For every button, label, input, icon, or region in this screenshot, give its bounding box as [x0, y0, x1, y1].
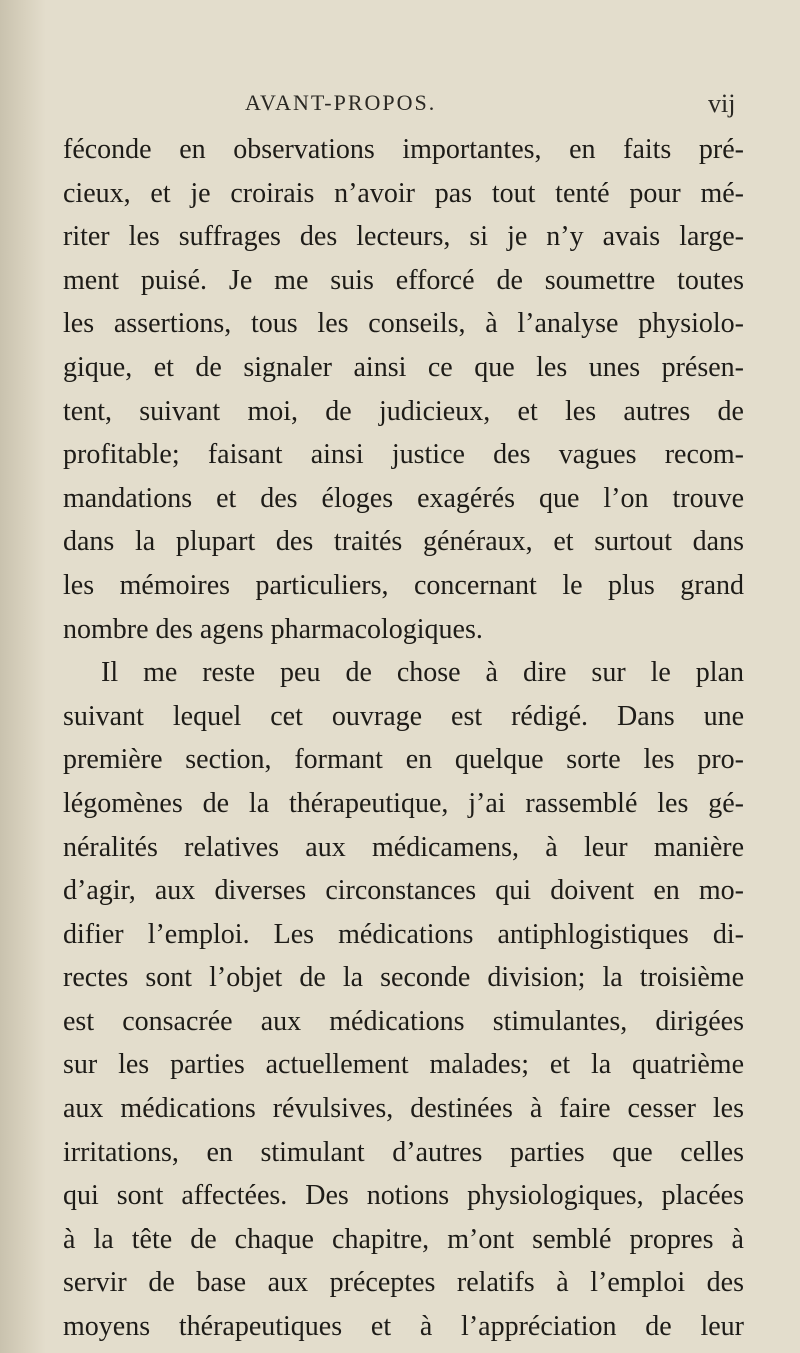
- text-line: qui sont affectées. Des notions physiologiques, placées: [63, 1180, 744, 1212]
- body-text: [63, 128, 744, 1349]
- text-line: dans la plupart des traités généraux, et surtout dans: [63, 526, 744, 558]
- text-line: moyens thérapeutiques et à l’appréciation de leur: [63, 1311, 744, 1343]
- text-line: gique, et de signaler ainsi ce que les unes présen-: [63, 351, 744, 383]
- text-line: première section, formant en quelque sorte les pro-: [63, 744, 744, 776]
- text-line: servir de base aux préceptes relatifs à l’emploi des: [63, 1267, 744, 1299]
- text-line: les mémoires particuliers, concernant le plus grand: [63, 569, 744, 601]
- text-line: féconde en observations importantes, en faits pré-: [63, 134, 744, 165]
- text-line: rectes sont l’objet de la seconde division; la troisième: [63, 962, 744, 994]
- text-line: aux médications révulsives, destinées à faire cesser les: [63, 1093, 744, 1125]
- text-line: profitable; faisant ainsi justice des vagues recom-: [63, 439, 744, 471]
- binding-shadow: [0, 0, 46, 1353]
- paragraph-first-line: Il me reste peu de chose à dire sur le plan: [101, 657, 744, 689]
- text-line: difier l’emploi. Les médications antiphlogistiques di-: [63, 918, 744, 950]
- text-line: d’agir, aux diverses circonstances qui doivent en mo-: [63, 875, 744, 907]
- text-line: tent, suivant moi, de judicieux, et les autres de: [63, 395, 744, 427]
- text-line: irritations, en stimulant d’autres parties que celles: [63, 1136, 744, 1168]
- text-line: suivant lequel cet ouvrage est rédigé. Dans une: [63, 700, 744, 732]
- text-line: mandations et des éloges exagérés que l’on trouve: [63, 482, 744, 514]
- page-number: vij: [708, 89, 736, 118]
- text-line: à la tête de chaque chapitre, m’ont semblé propres à: [63, 1223, 744, 1255]
- text-line: les assertions, tous les conseils, à l’analyse physiolo-: [63, 308, 744, 340]
- text-line: ment puisé. Je me suis efforcé de soumettre toutes: [63, 264, 744, 296]
- text-line: néralités relatives aux médicamens, à leur manière: [63, 831, 744, 863]
- text-line: sur les parties actuellement malades; et la quatrième: [63, 1049, 744, 1081]
- running-title: AVANT-PROPOS.: [245, 90, 437, 115]
- text-line: légomènes de la thérapeutique, j’ai rassemblé les gé-: [63, 787, 744, 819]
- text-line: est consacrée aux médications stimulantes, dirigées: [63, 1005, 744, 1037]
- text-line: riter les suffrages des lecteurs, si je n’y avais large-: [63, 221, 744, 253]
- running-head: [0, 88, 800, 128]
- paragraph-last-line: nombre des agens pharmacologiques.: [63, 613, 483, 645]
- text-line: cieux, et je croirais n’avoir pas tout tenté pour mé-: [63, 177, 744, 209]
